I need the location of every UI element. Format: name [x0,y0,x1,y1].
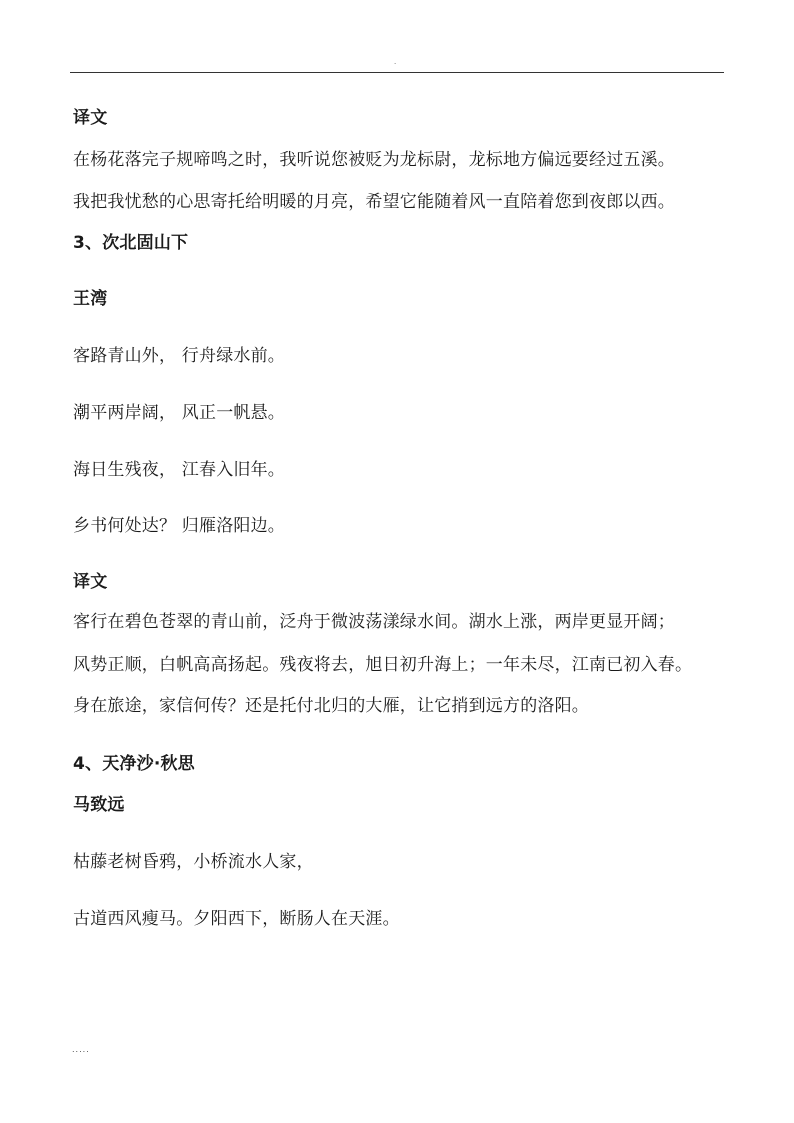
translation-line: 我把我忧愁的心思寄托给明暖的月亮，希望它能随着风一直陪着您到夜郎以西。 [73,192,675,212]
poem-author: 王湾 [73,289,108,309]
poem-title: 3、次北固山下 [73,233,189,253]
footer-mark: ..... [72,1045,90,1054]
poem-title: 4、天净沙·秋思 [73,754,195,774]
header-rule [70,72,724,73]
header-mark: . [394,58,397,66]
translation-heading: 译文 [73,108,108,128]
poem-line: 海日生残夜， 江春入旧年。 [73,460,286,480]
translation-heading: 译文 [73,572,108,592]
translation-line: 身在旅途，家信何传？还是托付北归的大雁，让它捎到远方的洛阳。 [73,696,589,716]
poem-line: 枯藤老树昏鸦，小桥流水人家， [73,852,314,872]
poem-author: 马致远 [73,795,125,815]
poem-line: 客路青山外， 行舟绿水前。 [73,346,286,366]
poem-line: 古道西风瘦马。夕阳西下，断肠人在天涯。 [73,909,400,929]
poem-line: 潮平两岸阔， 风正一帆悬。 [73,403,286,423]
poem-line: 乡书何处达？ 归雁洛阳边。 [73,516,286,536]
translation-line: 在杨花落完子规啼鸣之时，我听说您被贬为龙标尉，龙标地方偏远要经过五溪。 [73,150,675,170]
translation-line: 风势正顺，白帆高高扬起。残夜将去，旭日初升海上；一年未尽，江南已初入春。 [73,655,693,675]
translation-line: 客行在碧色苍翠的青山前，泛舟于微波荡漾绿水间。湖水上涨，两岸更显开阔； [73,612,675,632]
